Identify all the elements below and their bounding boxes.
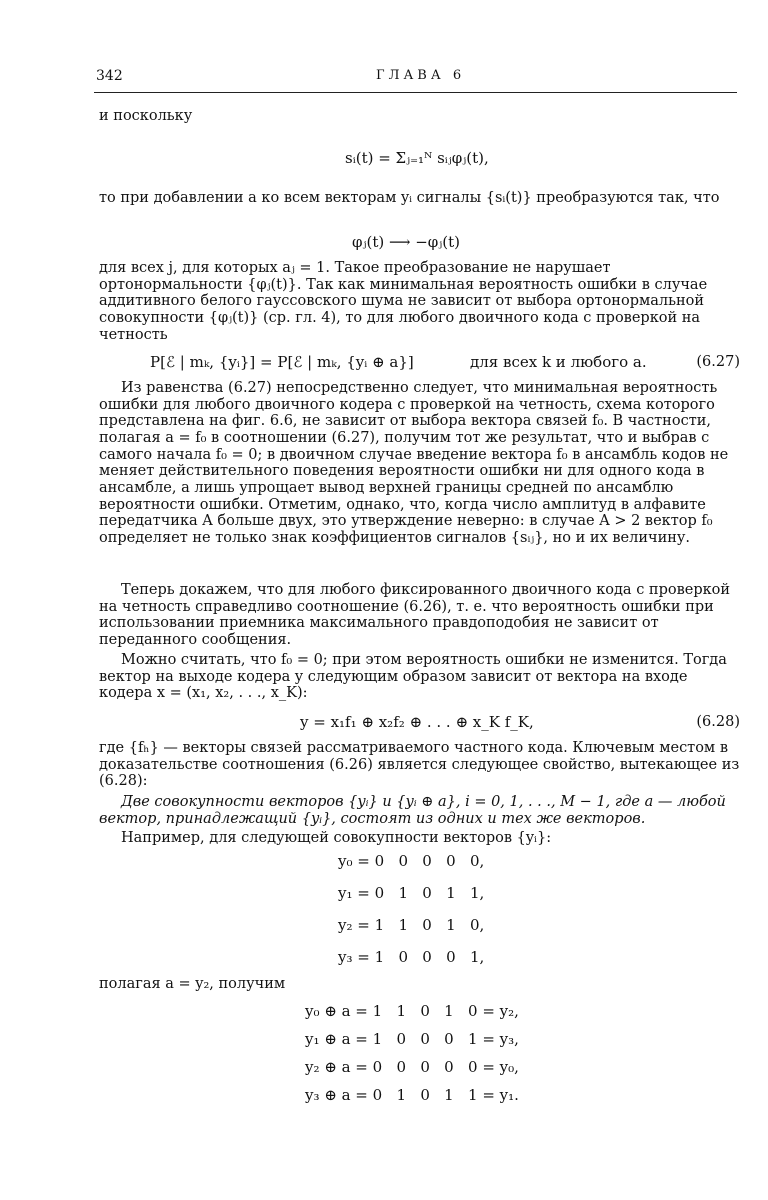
paragraph: Теперь докажем, что для любого фиксированного двоичного кода с проверкой на четность справедливо соотношение (6.26), т. е. что вероятность ошибки при использовании приемника максимального правдоподобия не зависит от переданного сообщения.	[99, 582, 735, 649]
equation: sᵢ(t) = Σⱼ₌₁ᴺ sᵢⱼφⱼ(t),	[345, 149, 489, 167]
sum-row: y₁ ⊕ a = 1 0 0 0 1 = y₃,	[305, 1030, 519, 1048]
equation-number: (6.27)	[696, 354, 740, 370]
paragraph: и поскольку	[99, 108, 193, 124]
sum-row: y₃ ⊕ a = 0 1 0 1 1 = y₁.	[305, 1086, 519, 1104]
equation: φⱼ(t) ⟶ −φⱼ(t)	[352, 233, 461, 251]
paragraph: где {fₕ} — векторы связей рассматриваемого частного кода. Ключевым местом в доказательстве соотношения (6.26) является следующее свойство, вытекающее из (6.28):	[99, 740, 744, 790]
vector-row: y₀ = 0 0 0 0 0,	[338, 852, 485, 870]
paragraph: для всех j, для которых aⱼ = 1. Такое преобразование не нарушает ортонормальности {φⱼ(t)}. Так как минимальная вероятность ошибки в случае аддитивного белого гауссовского шума не зависит от выбора ортонормальной совокупности {φⱼ(t)} (ср. гл. 4), то для любого двоичного кода с проверкой на четность	[99, 260, 712, 343]
theorem-statement: Две совокупности векторов {yᵢ} и {yᵢ ⊕ a}, i = 0, 1, . . ., M − 1, где a — любой вектор, принадлежащий {yᵢ}, состоят из одних и тех же векторов.	[99, 794, 731, 827]
equation: P[ℰ | mₖ, {yᵢ}] = P[ℰ | mₖ, {yᵢ ⊕ a}]	[150, 353, 414, 371]
paragraph: то при добавлении a ко всем векторам yᵢ сигналы {sᵢ(t)} преобразуются так, что	[99, 190, 720, 206]
equation-number: (6.28)	[696, 714, 740, 730]
paragraph: полагая a = y₂, получим	[99, 976, 286, 992]
vector-row: y₃ = 1 0 0 0 1,	[338, 948, 485, 966]
sum-row: y₀ ⊕ a = 1 1 0 1 0 = y₂,	[305, 1002, 519, 1020]
vector-row: y₁ = 0 1 0 1 1,	[338, 884, 485, 902]
paragraph: Можно считать, что f₀ = 0; при этом вероятность ошибки не изменится. Тогда вектор на выходе кодера y следующим образом зависит от вектора на входе кодера x = (x₁, x₂, . . ., x_K):	[99, 652, 732, 702]
page-number: 342	[96, 68, 123, 84]
header-rule	[94, 92, 737, 93]
equation: y = x₁f₁ ⊕ x₂f₂ ⊕ . . . ⊕ x_K f_K,	[300, 713, 534, 731]
chapter-title: ГЛАВА 6	[376, 68, 466, 83]
sum-row: y₂ ⊕ a = 0 0 0 0 0 = y₀,	[305, 1058, 519, 1076]
equation-condition: для всех k и любого a.	[470, 353, 647, 371]
vector-row: y₂ = 1 1 0 1 0,	[338, 916, 485, 934]
paragraph: Например, для следующей совокупности векторов {yᵢ}:	[121, 830, 552, 846]
paragraph: Из равенства (6.27) непосредственно следует, что минимальная вероятность ошибки для любого двоичного кодера с проверкой на четность, схема которого представлена на фиг. 6.6, не зависит от выбора вектора связей f₀. В частности, полагая a = f₀ в соотношении (6.27), получим тот же результат, что и выбрав с самого начала f₀ = 0; в двоичном случае введение вектора f₀ в ансамбль кодов не меняет действительного поведения вероятности ошибки ни для одного кода в ансамбле, а лишь упрощает вывод верхней границы средней по ансамблю вероятности ошибки. Отметим, однако, что, когда число амплитуд в алфавите передатчика A больше двух, это утверждение неверно: в случае A > 2 вектор f₀ определяет не только знак коэффициентов сигналов {sᵢⱼ}, но и их величину.	[99, 380, 733, 547]
